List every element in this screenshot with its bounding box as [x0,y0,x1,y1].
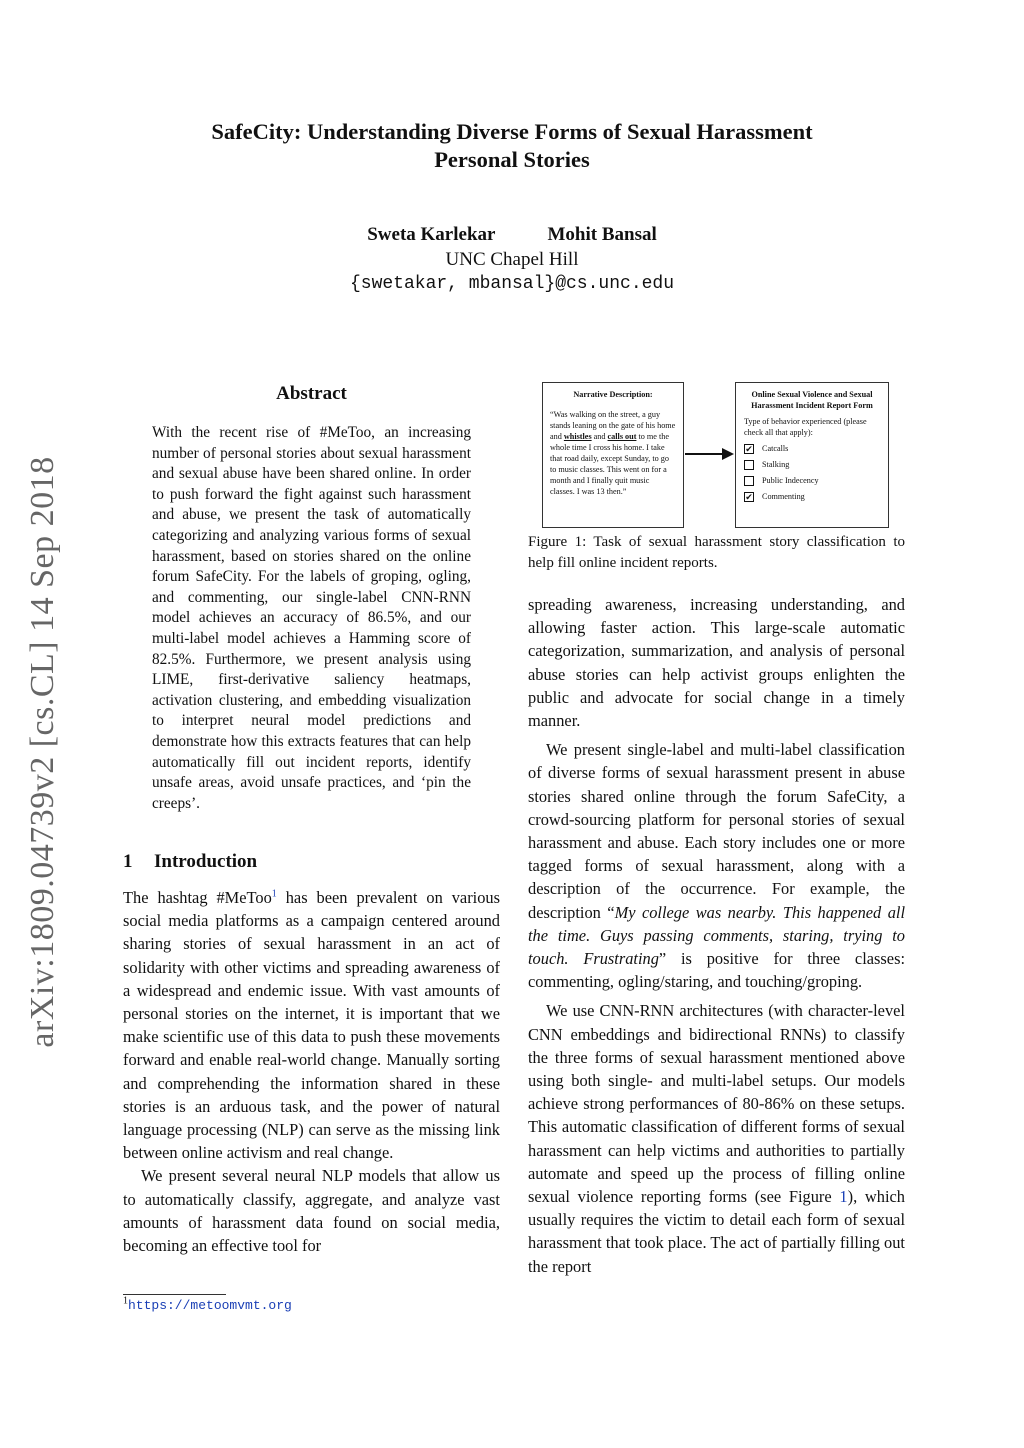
intro-p1-rest: has been prevalent on various social media platforms as a campaign centered around sharing stories of sexual harassment in an act of solidarity with other victims and spreading awareness of a widespread and endemic issue. With vast amounts of personal stories on the internet, it is important that we make scientific use of this data to push these movements forward and enable real-world change. Manually sorting and comprehending the information shared in these stories is an arduous task, and the power of natural language processing (NLP) can serve as the missing link between online activism and real change. [123,888,500,1163]
figure-narrative-box [542,382,684,528]
example-description: My college was nearby. This happened all the time. Guys passing comments, staring, trying to touch. Frustrating [528,902,905,969]
footnote-url-link[interactable]: https://metoomvmt.org [128,1298,292,1313]
right-p3-start: We use CNN-RNN architectures (with character-level CNN embeddings and bidirectional RNNs) to classify the three forms of sexual harassment mentioned above using both single- and multi-label setups. Our models achieve strong performances of 80-86% on these setups. This automatic classification of different forms of sexual harassment can help victims and authorities to partially automate and speed up the process of filling online sexual violence reporting forms (see Figure [528,1001,905,1207]
checkbox-checked-icon[interactable]: ✔ [745,443,753,454]
figure-report-form-box [735,382,889,528]
intro-p1-start: The hashtag #MeToo [123,888,272,907]
title-line-2: Personal Stories [434,147,590,172]
figure-arrow-head [722,448,734,460]
title-line-1: SafeCity: Understanding Diverse Forms of Sexual Harassment [211,119,813,144]
footnote-mark: 1 [123,1295,128,1307]
right-paragraph-3 [528,999,905,1277]
form-option[interactable] [744,475,880,486]
figure-1-caption: Figure 1: Task of sexual harassment story classification to help fill online incident reports. [528,534,905,571]
author-names [0,222,1024,247]
checkbox-icon[interactable] [744,460,754,470]
option-label: Public Indecency [762,476,819,485]
narrative-part-b: to me the whole time I cross his home. I take that road daily, except Sunday, to go to music classes. This went on for a month and I finally quit music classes. I was 13 then.” [550,432,669,496]
right-paragraph-2 [528,738,905,993]
form-prompt: Type of behavior experienced (please check all that apply): [744,417,867,437]
narrative-part-a: “Was walking on the street, a guy stands leaning on the gate of his home and [550,410,676,441]
right-paragraph-1: spreading awareness, increasing understanding, and allowing faster action. This large-scale automatic categorization, summarization, and analysis of personal abuse stories can help activist groups enlighten the public and advocate for social change in a timely manner. [528,595,905,731]
abstract-heading: Abstract [276,383,347,404]
option-label: Stalking [762,460,790,469]
footnote-1 [123,1297,292,1313]
affiliation: UNC Chapel Hill [445,249,579,270]
left-column-body [123,886,500,1257]
form-option[interactable] [744,443,880,454]
narrative-calls-out: calls out [607,432,637,441]
form-options-list [744,443,880,502]
option-label: Catcalls [762,444,789,453]
author-karlekar: Sweta Karlekar [367,224,496,245]
arxiv-identifier: arXiv:1809.04739v2 [cs.CL] 14 Sep 2018 [24,456,61,1048]
section-heading-introduction [123,851,257,873]
figure-arrow-shaft [685,453,725,455]
form-title: Online Sexual Violence and Sexual Harassment Incident Report Form [751,390,873,410]
narrative-title: Narrative Description: [573,390,653,399]
checkbox-icon[interactable] [744,476,754,486]
author-email: {swetakar, mbansal}@cs.unc.edu [349,274,675,294]
intro-paragraph-2: We present several neural NLP models that allow us to automatically classify, aggregate, and analyze vast amounts of harassment data found on social media, becoming an effective tool for [123,1166,500,1256]
right-p2-end: ” is positive for three classes: commenting, ogling/staring, and touching/groping. [528,949,905,992]
narrative-whistles: whistles [563,432,592,441]
author-bansal: Mohit Bansal [547,224,657,245]
author-block [0,222,1024,297]
narrative-text [550,409,676,497]
right-p2-start: We present single-label and multi-label classification of diverse forms of sexual harassment present in abuse stories shared online through the forum SafeCity, a crowd-sourcing platform for personal stories of sexual harassment and abuse. Each story includes one or more tagged forms of sexual harassment, along with a description of the occurrence. For example, the description “ [528,740,905,922]
checkbox-checked-icon[interactable]: ✔ [745,491,753,502]
abstract-body [152,423,471,814]
form-option[interactable] [744,459,880,470]
footnote-ref-1[interactable]: 1 [271,888,277,900]
option-label: Commenting [762,492,805,501]
intro-paragraph-1 [123,886,500,1164]
form-option[interactable] [744,491,880,502]
section-number: 1 [123,851,133,872]
right-p3-end: ), which usually requires the victim to detail each form of sexual harassment that took place. The act of partially filling out the report [528,1187,905,1276]
narrative-and: and [591,432,608,441]
footnote-rule [123,1294,226,1295]
figure-1-reference-link[interactable]: 1 [839,1187,848,1207]
section-title: Introduction [154,851,258,872]
right-column-body [528,593,905,1278]
paper-title [0,118,1024,174]
arxiv-sidebar [18,452,68,1052]
abstract-text: With the recent rise of #MeToo, an increasing number of personal stories about sexual harassment and sexual abuse have been shared online. In order to push forward the fight against such harassment and abuse, we present the task of automatically categorizing and analyzing various forms of sexual harassment, based on stories shared on the online forum SafeCity. For the labels of groping, ogling, and commenting, our single-label CNN-RNN model achieves an accuracy of 86.5%, and our multi-label model achieves a Hamming score of 82.5%. Furthermore, we present analysis using LIME, first-derivative saliency heatmaps, activation clustering, and embedding visualization to interpret neural model predictions and demonstrate how this extracts features that can help automatically fill out incident reports, identify unsafe areas, avoid unsafe practices, and ‘pin the creeps’. [152,424,471,812]
